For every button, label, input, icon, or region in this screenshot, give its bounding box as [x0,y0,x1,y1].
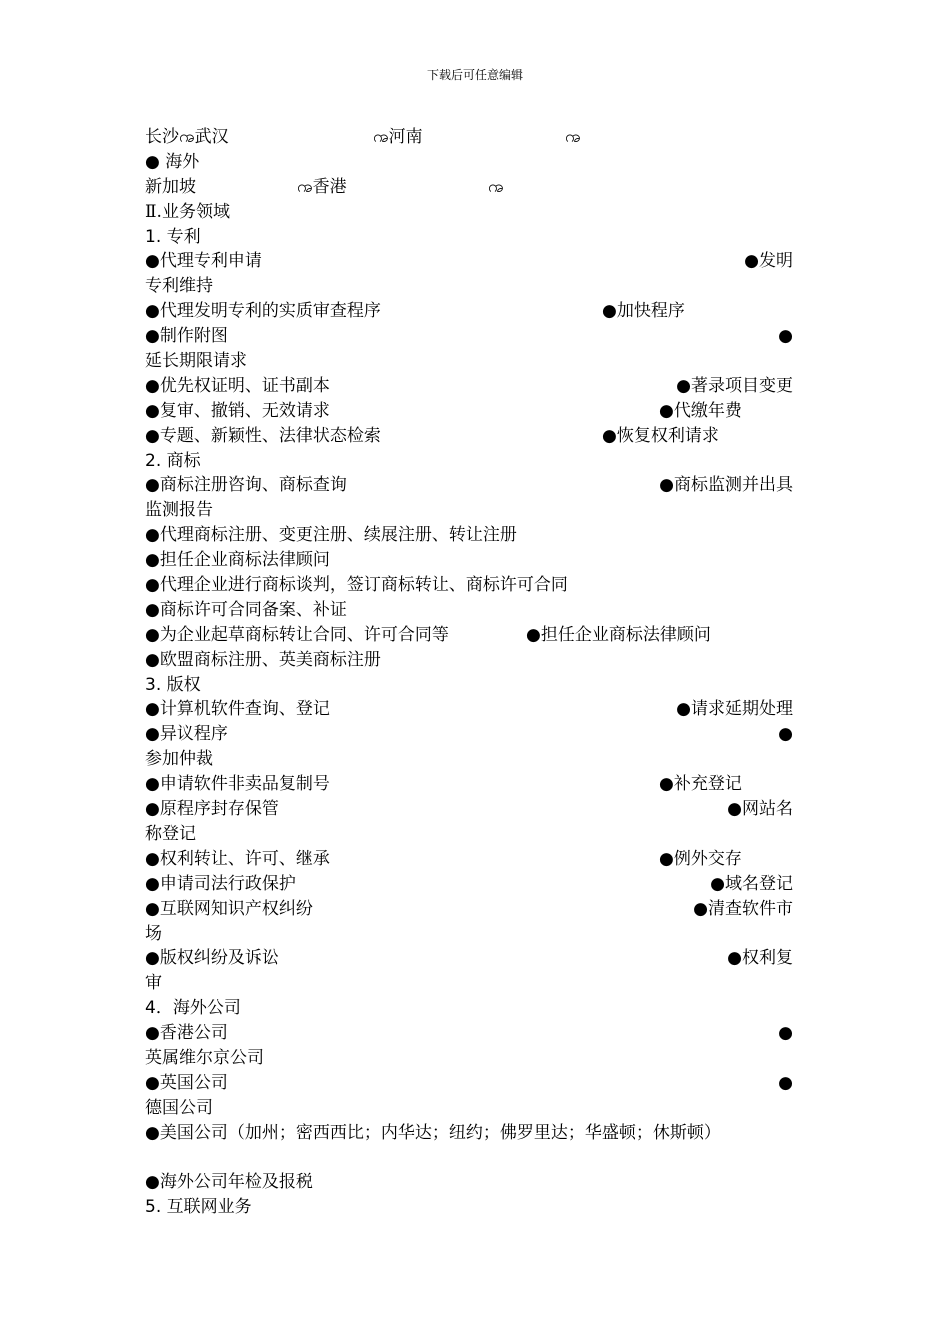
list-item-text: ●域名登记 [710,873,793,894]
list-item [145,249,793,274]
section-heading [145,200,793,225]
list-item-text: 称登记 [145,823,196,844]
city-text: 长沙ꩠ武汉 [145,127,229,147]
list-item [145,598,793,623]
list-item-text: ●代理企业进行商标谈判，签订商标转让、商标许可合同 [145,575,568,596]
list-item [145,922,793,947]
list-item-text: ●申请司法行政保护 [145,873,296,894]
subsection-title-trademark: 2. 商标 [145,450,201,471]
list-item-text: ●加快程序 [602,301,685,322]
list-item [145,971,793,996]
list-item-text: ●为企业起草商标转让合同、许可合同等 [145,624,449,645]
separator-symbol: ꩠ [565,127,581,147]
city-text: ꩠ香港 [297,176,347,197]
list-item [145,697,793,722]
list-item-text: ●互联网知识产权纠纷 [145,898,313,919]
overseas-heading [145,150,793,175]
list-item-text: ●版权纠纷及诉讼 [145,948,279,969]
list-item [145,1121,793,1146]
bullet-icon: ● [778,1023,793,1044]
list-item [145,548,793,573]
list-item-text: ●原程序封存保管 [145,799,279,820]
subsection-heading [145,449,793,474]
list-item [145,1046,793,1071]
city-line-1 [145,125,793,150]
document-body [145,125,793,1220]
page-header: 下载后可任意编辑 [426,68,523,82]
list-item-text: ●代缴年费 [659,400,742,421]
list-item [145,747,793,772]
subsection-heading [145,996,793,1021]
list-item-text: 审 [145,973,162,994]
blank-line [145,1146,793,1171]
list-item [145,523,793,548]
list-item-text: ●计算机软件查询、登记 [145,699,330,720]
list-item-text: ●优先权证明、证书副本 [145,375,330,396]
section-title: Ⅱ.业务领域 [145,201,230,222]
bullet-icon: ● [778,326,793,347]
list-item-text: ●请求延期处理 [676,699,793,720]
list-item [145,399,793,424]
list-item-text: ●发明 [744,251,793,272]
list-item-text: ●英国公司 [145,1072,228,1093]
bullet-icon: ● [778,1072,793,1093]
list-item-text: ●担任企业商标法律顾问 [526,624,711,645]
list-item-text: ●例外交存 [659,848,742,869]
list-item-text: ●著录项目变更 [676,375,793,396]
list-item-text: ●代理发明专利的实质审查程序 [145,301,381,322]
list-item-text: ●清查软件市 [693,898,793,919]
list-item [145,648,793,673]
list-item [145,946,793,971]
list-item [145,473,793,498]
list-item-text: ●补充登记 [659,774,742,795]
list-item-text: ●担任企业商标法律顾问 [145,550,330,571]
list-item [145,299,793,324]
list-item-text: ●恢复权利请求 [602,425,719,446]
list-item-text: ●商标监测并出具 [659,475,793,496]
list-item [145,274,793,299]
list-item [145,1096,793,1121]
city-text: ꩠ河南 [373,127,423,147]
list-item-text: 德国公司 [145,1097,213,1118]
subsection-heading [145,1195,793,1220]
list-item-text: ●权利复 [727,948,793,969]
list-item-text: 监测报告 [145,500,213,521]
list-item [145,847,793,872]
list-item [145,498,793,523]
list-item-text: ●网站名 [727,799,793,820]
subsection-title-copyright: 3. 版权 [145,674,201,695]
list-item-text: ●异议程序 [145,724,228,745]
list-item [145,1071,793,1096]
list-item-text: ●欧盟商标注册、英美商标注册 [145,649,381,670]
list-item-text: ●美国公司（加州；密西西比；内华达；纽约；佛罗里达；华盛顿；休斯顿） [145,1122,721,1143]
list-item-text: ●海外公司年检及报税 [145,1172,313,1193]
list-item [145,623,793,648]
city-line-2 [145,175,793,200]
list-item-text: ●复审、撤销、无效请求 [145,400,330,421]
list-item-text: 英属维尔京公司 [145,1047,264,1068]
list-item [145,424,793,449]
list-item [145,897,793,922]
list-item-text: ●权利转让、许可、继承 [145,848,330,869]
list-item-text: ●制作附图 [145,326,228,347]
list-item-text: 专利维持 [145,276,213,297]
subsection-heading [145,225,793,250]
list-item-text: ●专题、新颖性、法律状态检索 [145,425,381,446]
list-item [145,772,793,797]
subsection-title-internet: 5. 互联网业务 [145,1197,252,1218]
list-item [145,349,793,374]
list-item-text: ●代理商标注册、变更注册、续展注册、转让注册 [145,525,517,546]
subsection-title-overseas: 4．海外公司 [145,998,241,1019]
subsection-heading [145,673,793,698]
overseas-label: ● 海外 [145,151,200,172]
subsection-title-patent: 1. 专利 [145,226,201,247]
list-item [145,797,793,822]
list-item-text: ●商标注册咨询、商标查询 [145,475,347,496]
list-item [145,374,793,399]
separator-symbol: ꩠ [488,176,504,197]
list-item-text: ●代理专利申请 [145,251,262,272]
list-item [145,722,793,747]
list-item-text: 延长期限请求 [145,351,247,372]
list-item [145,324,793,349]
list-item [145,872,793,897]
list-item [145,573,793,598]
list-item-text: 参加仲裁 [145,749,213,770]
list-item [145,1170,793,1195]
city-text: 新加坡 [145,176,196,197]
list-item-text: 场 [145,923,162,944]
list-item-text: ●申请软件非卖品复制号 [145,774,330,795]
list-item-text: ●香港公司 [145,1023,228,1044]
list-item [145,822,793,847]
list-item-text: ●商标许可合同备案、补证 [145,599,347,620]
bullet-icon: ● [778,724,793,745]
list-item [145,1021,793,1046]
